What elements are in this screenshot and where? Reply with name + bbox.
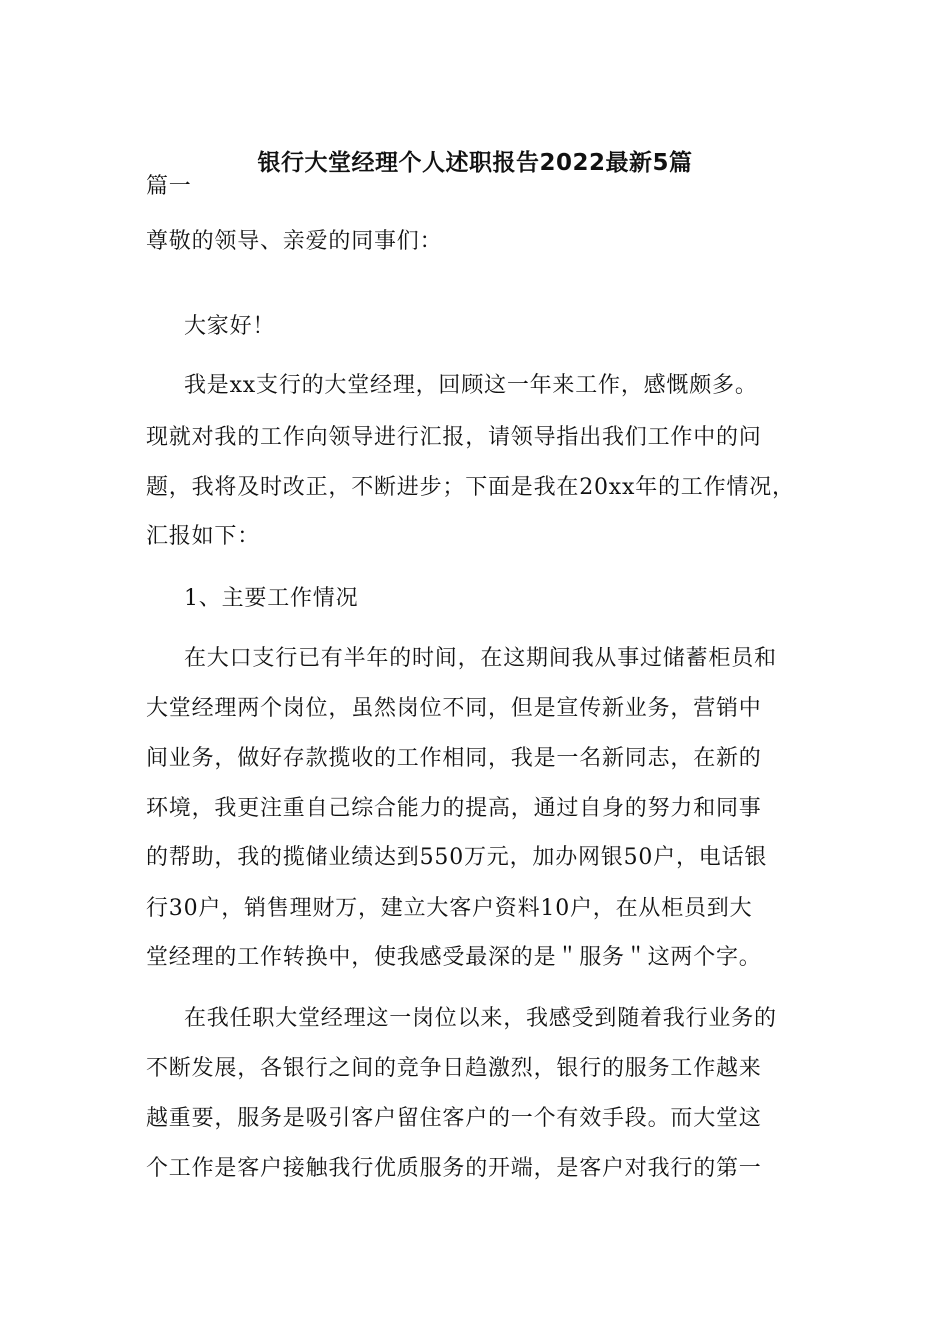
paragraph-line: 堂经理的工作转换中，使我感受最深的是＂服务＂这两个字。	[146, 945, 762, 970]
salutation: 尊敬的领导、亲爱的同事们：	[146, 229, 443, 254]
paragraph-line: 在大口支行已有半年的时间，在这期间我从事过储蓄柜员和	[184, 646, 777, 671]
document-title: 银行大堂经理个人述职报告2022最新5篇	[257, 150, 693, 176]
paragraph-line: 我是xx支行的大堂经理，回顾这一年来工作，感慨颇多。	[184, 373, 758, 398]
paragraph-line: 现就对我的工作向领导进行汇报，请领导指出我们工作中的问	[146, 425, 762, 450]
section-label: 篇一	[146, 174, 192, 199]
paragraph-line: 环境，我更注重自己综合能力的提高，通过自身的努力和同事	[146, 796, 762, 821]
paragraph-line: 在我任职大堂经理这一岗位以来，我感受到随着我行业务的	[184, 1006, 777, 1031]
paragraph-line: 间业务，做好存款揽收的工作相同，我是一名新同志，在新的	[146, 746, 762, 771]
paragraph-line: 题，我将及时改正，不断进步；下面是我在20xx年的工作情况，	[146, 475, 795, 500]
paragraph-line: 汇报如下：	[146, 524, 261, 549]
section-heading: 1、主要工作情况	[184, 586, 359, 611]
paragraph-line: 越重要，服务是吸引客户留住客户的一个有效手段。而大堂这	[146, 1106, 762, 1131]
paragraph-line: 个工作是客户接触我行优质服务的开端，是客户对我行的第一	[146, 1156, 762, 1181]
paragraph-line: 大堂经理两个岗位，虽然岗位不同，但是宣传新业务，营销中	[146, 696, 762, 721]
greeting: 大家好！	[184, 314, 276, 339]
paragraph-line: 不断发展，各银行之间的竞争日趋激烈，银行的服务工作越来	[146, 1056, 762, 1081]
paragraph-line: 行30户，销售理财万，建立大客户资料10户，在从柜员到大	[146, 896, 753, 921]
paragraph-line: 的帮助，我的揽储业绩达到550万元，加办网银50户，电话银	[146, 845, 768, 870]
